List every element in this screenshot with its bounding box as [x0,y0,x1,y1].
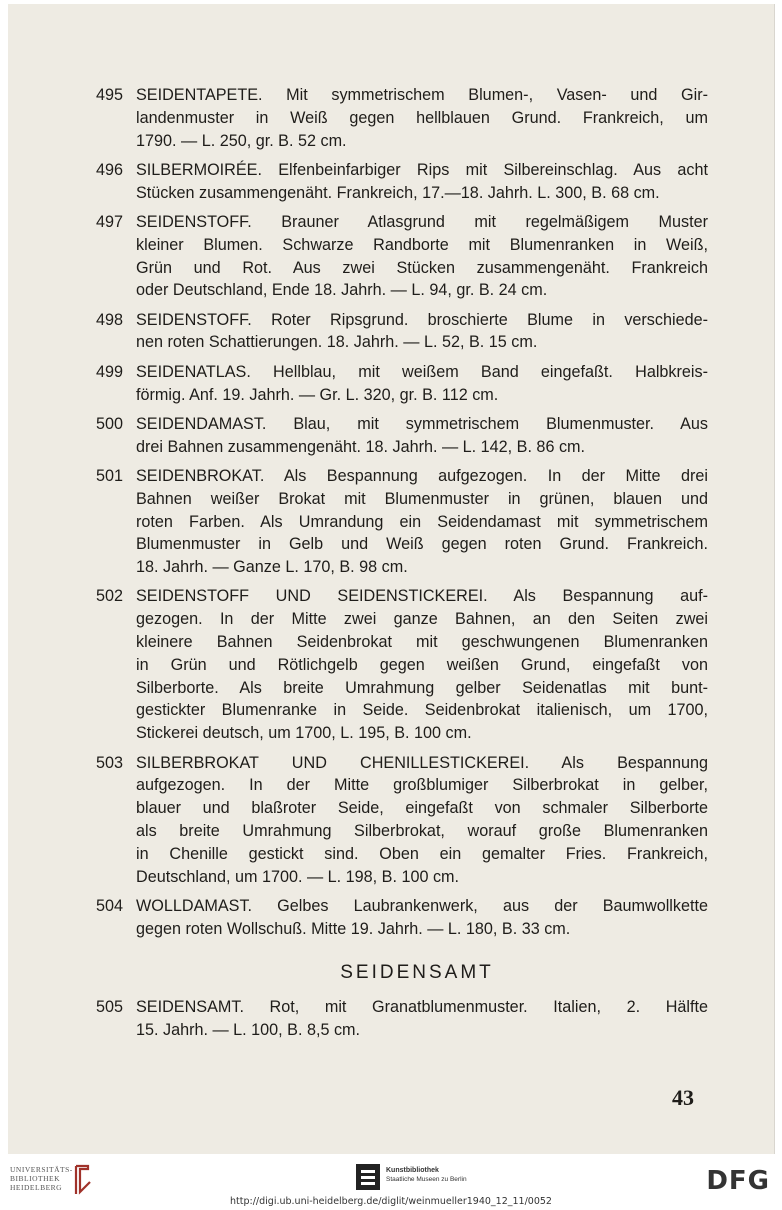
entry-line: Deutschland, um 1700. — L. 198, B. 100 cm. [136,867,460,886]
section-heading: SEIDENSAMT [340,962,494,984]
page-number: 43 [672,1085,694,1110]
entry-line: SEIDENSAMT. Rot, mit Granatblumenmuster. Italien, 2. Hälfte [136,998,708,1017]
entry-line: drei Bahnen zusammengenäht. 18. Jahrh. — L. 142, B. 86 cm. [136,437,586,456]
university-line: HEIDELBERG [10,1183,63,1192]
entry-line: oder Deutschland, Ende 18. Jahrh. — L. 94, gr. B. 24 cm. [136,281,548,300]
catalogue-entry [96,465,708,579]
university-logo-icon [73,1162,93,1198]
entry-description [136,895,708,941]
entry-line: SEIDENDAMAST. Blau, mit symmetrischem Blumenmuster. Aus [136,414,708,433]
entry-line: Silberborte. Als breite Umrahmung gelber Seidenatlas mit bunt- [136,678,708,697]
entry-line: SEIDENTAPETE. Mit symmetrischem Blumen-, Vasen- und Gir- [136,86,708,104]
entry-number: 500 [96,414,124,433]
entry-description [136,996,708,1042]
kunstbibliothek-label [386,1166,467,1184]
entry-list-seidensamt [96,996,708,1042]
entry-number: 497 [96,212,124,231]
entry-line: SEIDENBROKAT. Als Bespannung aufgezogen. In der Mitte drei [136,466,708,485]
entry-line: 15. Jahrh. — L. 100, B. 8,5 cm. [136,1020,361,1039]
entry-line: roten Farben. Als Umrandung ein Seidendamast mit symmetrischem [136,512,708,531]
entry-line: als breite Umrahmung Silberbrokat, worauf große Blumenranken [136,821,708,840]
entry-description [136,309,708,355]
entry-number: 495 [96,86,124,104]
entry-number: 499 [96,362,124,381]
entry-line: SEIDENSTOFF. Brauner Atlasgrund mit regelmäßigem Muster [136,212,708,231]
entry-line: aufgezogen. In der Mitte großblumiger Silberbrokat in gelber, [136,776,708,795]
entry-number: 505 [96,998,124,1017]
entry-line: Grün und Rot. Aus zwei Stücken zusammengenäht. Frankreich [136,258,708,277]
entry-line: Bahnen weißer Brokat mit Blumenmuster in grünen, blauen und [136,489,708,508]
entry-number: 504 [96,896,124,915]
entry-number: 502 [96,587,124,606]
catalogue-entry [96,159,708,205]
catalogue-entry [96,211,708,302]
catalogue-entry [96,996,708,1042]
entry-line: SEIDENATLAS. Hellblau, mit weißem Band eingefaßt. Halbkreis- [136,362,708,381]
catalogue-entry [96,752,708,889]
entry-line: blauer und blaßroter Seide, eingefaßt von schmaler Silberborte [136,799,708,818]
entry-line: förmig. Anf. 19. Jahrh. — Gr. L. 320, gr. B. 112 cm. [136,385,499,404]
entry-description [136,84,708,152]
entry-line: kleiner Blumen. Schwarze Randborte mit Blumenranken in Weiß, [136,235,708,254]
entry-description [136,211,708,302]
entry-line: Stücken zusammengenäht. Frankreich, 17.—18. Jahrh. L. 300, B. 68 cm. [136,183,660,202]
catalogue-entry [96,361,708,407]
dfg-logo: DFG [706,1166,770,1196]
footer-bar [0,1154,782,1210]
entry-number: 498 [96,310,124,329]
kb-subtitle: Staatliche Museen zu Berlin [386,1176,467,1183]
entry-line: Stickerei deutsch, um 1700, L. 195, B. 100 cm. [136,724,472,743]
entry-line: landenmuster in Weiß gegen hellblauen Grund. Frankreich, um [136,108,708,127]
entry-description [136,465,708,579]
catalogue-entry [96,585,708,745]
entry-line: SEIDENSTOFF. Roter Ripsgrund. broschierte Blume in verschiede- [136,310,708,329]
university-library-label [10,1165,73,1192]
entry-line: SILBERBROKAT UND CHENILLESTICKEREI. Als Bespannung [136,753,708,772]
entry-line: SEIDENSTOFF UND SEIDENSTICKEREI. Als Bespannung auf- [136,587,708,606]
entry-line: kleinere Bahnen Seidenbrokat mit geschwungenen Blumenranken [136,633,708,652]
entry-number: 501 [96,466,124,485]
university-line: UNIVERSITÄTS- [10,1165,73,1174]
entry-number: 503 [96,753,124,772]
entry-list [96,84,708,940]
entry-description [136,413,708,459]
permalink-url[interactable]: http://digi.ub.uni-heidelberg.de/diglit/weinmueller1940_12_11/0052 [230,1196,552,1207]
entry-description [136,159,708,205]
entry-line: nen roten Schattierungen. 18. Jahrh. — L. 52, B. 15 cm. [136,333,538,352]
entry-line: Blumenmuster in Gelb und Weiß gegen roten Grund. Frankreich. [136,535,708,554]
catalogue-text [96,84,708,1048]
entry-line: in Chenille gestickt sind. Oben ein gemalter Fries. Frankreich, [136,844,708,863]
entry-line: gegen roten Wollschuß. Mitte 19. Jahrh. — L. 180, B. 33 cm. [136,919,571,938]
catalogue-entry [96,309,708,355]
entry-line: in Grün und Rötlichgelb gegen weißen Grund, eingefaßt von [136,655,708,674]
entry-line: gestickter Blumenranke in Seide. Seidenbrokat italienisch, um 1700, [136,701,708,720]
entry-line: WOLLDAMAST. Gelbes Laubrankenwerk, aus der Baumwollkette [136,896,708,915]
entry-description [136,752,708,889]
university-line: BIBLIOTHEK [10,1174,60,1183]
entry-line: 1790. — L. 250, gr. B. 52 cm. [136,131,347,150]
catalogue-entry [96,84,708,152]
catalogue-entry [96,413,708,459]
entry-line: SILBERMOIRÉE. Elfenbeinfarbiger Rips mit Silbereinschlag. Aus acht [136,160,708,179]
entry-description [136,361,708,407]
scanned-page [8,4,775,1154]
entry-description [136,585,708,745]
entry-number: 496 [96,160,124,179]
kunstbibliothek-logo-icon [356,1164,380,1190]
kb-title: Kunstbibliothek [386,1167,439,1174]
entry-line: 18. Jahrh. — Ganze L. 170, B. 98 cm. [136,558,408,577]
catalogue-entry [96,895,708,941]
entry-line: gezogen. In der Mitte zwei ganze Bahnen, an den Seiten zwei [136,610,708,629]
